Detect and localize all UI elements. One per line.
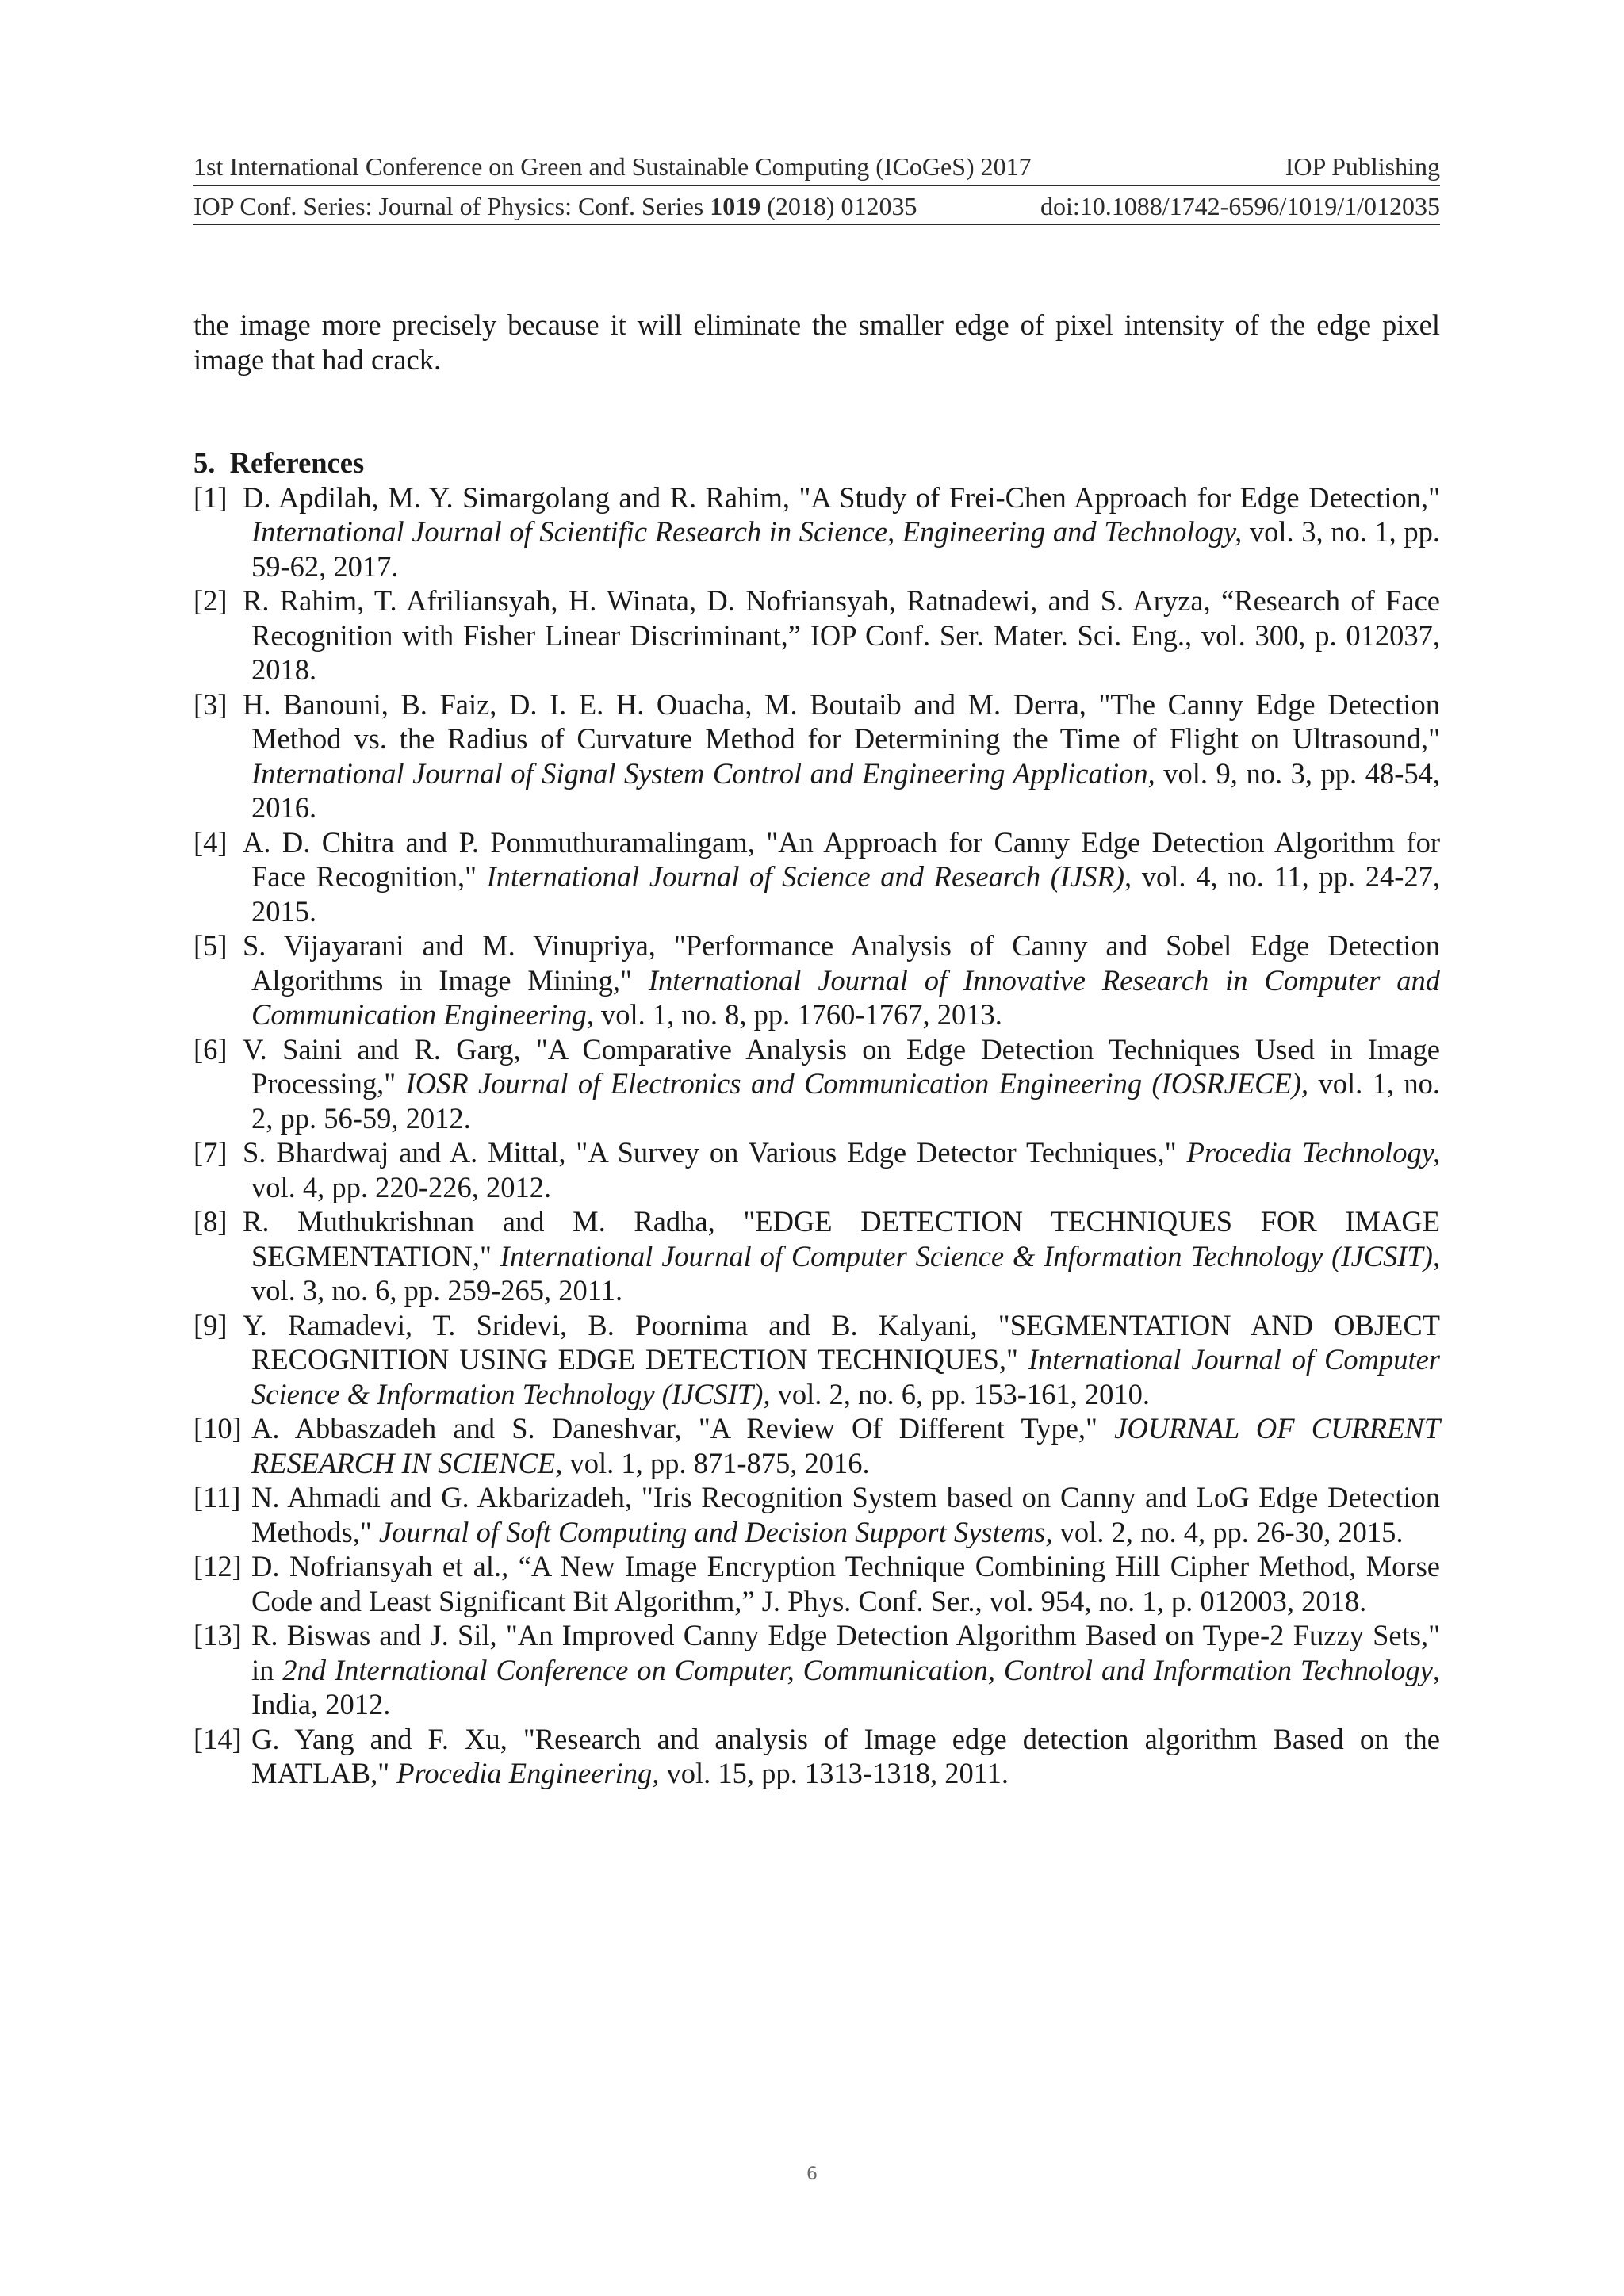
running-header [193, 151, 1440, 182]
reference-details: vol. 1, no. 2, pp. 56-59, 2012. [251, 1067, 1440, 1135]
reference-item [193, 1411, 1440, 1480]
reference-number: [2] [193, 584, 228, 617]
reference-number: [11] [193, 1481, 241, 1513]
reference-text: R. Biswas and J. Sil, "An Improved Canny Edge Detection Algorithm Based on Type-2 Fuzzy Sets," in [251, 1619, 1440, 1686]
header-rule-bottom [193, 224, 1440, 225]
reference-source: International Journal of Innovative Research in Computer and Communication Engineering, [251, 963, 1440, 1031]
header-rule-top [193, 185, 1440, 186]
reference-number: [12] [193, 1550, 242, 1582]
reference-number: [6] [193, 1032, 228, 1066]
reference-details: vol. 3, no. 1, pp. 59-62, 2017. [251, 515, 1440, 583]
intro-text: the image more precisely because it will eliminate the smaller edge of pixel intensity of the edge pixel image that had crack. [193, 308, 1440, 376]
reference-item [193, 480, 1440, 584]
series-citation [193, 190, 917, 222]
reference-text: A. D. Chitra and P. Ponmuthuramalingam, "An Approach for Canny Edge Detection Algorithm for Face Recognition," [243, 825, 1440, 893]
series-prefix: IOP Conf. Series: Journal of Physics: Conf. Series [193, 192, 710, 220]
reference-text: H. Banouni, B. Faiz, D. I. E. H. Ouacha, M. Boutaib and M. Derra, "The Canny Edge Detection Method vs. the Radius of Curvature Method for Determining the Time of Flight on Ultrasound," [243, 687, 1440, 755]
reference-text: N. Ahmadi and G. Akbarizadeh, "Iris Recognition System based on Canny and LoG Edge Detection Methods," [251, 1481, 1440, 1548]
reference-number: [8] [193, 1205, 228, 1238]
reference-item [193, 1135, 1440, 1204]
section-title: References [229, 446, 365, 479]
intro-paragraph [193, 308, 1440, 377]
reference-text: D. Apdilah, M. Y. Simargolang and R. Rahim, "A Study of Frei-Chen Approach for Edge Detection," [243, 480, 1440, 514]
reference-number: [10] [193, 1412, 242, 1445]
reference-text: R. Muthukrishnan and M. Radha, "EDGE DETECTION TECHNIQUES FOR IMAGE SEGMENTATION," [243, 1205, 1440, 1272]
reference-source: JOURNAL OF CURRENT RESEARCH IN SCIENCE, [251, 1412, 1441, 1479]
reference-source: International Journal of Signal System Control and Engineering Application, [251, 756, 1155, 790]
reference-number: [9] [193, 1308, 228, 1341]
reference-item [193, 825, 1440, 929]
page-body [193, 308, 1440, 1791]
reference-source: International Journal of Computer Science & Information Technology (IJCSIT), [500, 1239, 1440, 1272]
reference-details: vol. 3, no. 6, pp. 259-265, 2011. [251, 1274, 623, 1307]
reference-number: [13] [193, 1619, 242, 1651]
reference-item [193, 1618, 1440, 1722]
series-volume: 1019 [710, 192, 761, 220]
reference-item [193, 687, 1440, 825]
reference-source: International Journal of Science and Research (IJSR), [486, 860, 1132, 893]
reference-list [193, 480, 1440, 1791]
reference-text: G. Yang and F. Xu, "Research and analysis of Image edge detection algorithm Based on the MATLAB," [251, 1722, 1440, 1789]
reference-source: International Journal of Computer Science & Information Technology (IJCSIT), [251, 1343, 1440, 1410]
reference-text: A. Abbaszadeh and S. Daneshvar, "A Review Of Different Type," [251, 1412, 1115, 1445]
reference-text: Y. Ramadevi, T. Sridevi, B. Poornima and B. Kalyani, "SEGMENTATION AND OBJECT RECOGNITION USING EDGE DETECTION TECHNIQUES," [243, 1308, 1440, 1376]
reference-details: vol. 15, pp. 1313-1318, 2011. [659, 1757, 1009, 1789]
reference-details: vol. 4, no. 11, pp. 24-27, 2015. [251, 860, 1440, 928]
reference-item [193, 1204, 1440, 1308]
section-number: 5. [193, 446, 216, 479]
reference-number: [1] [193, 480, 228, 514]
reference-item [193, 1480, 1440, 1549]
reference-source: IOSR Journal of Electronics and Communication Engineering (IOSRJECE), [405, 1067, 1309, 1100]
reference-item [193, 584, 1440, 687]
reference-text: S. Bhardwaj and A. Mittal, "A Survey on Various Edge Detector Techniques," [243, 1136, 1187, 1169]
reference-item [193, 1549, 1440, 1618]
reference-number: [3] [193, 687, 228, 721]
reference-number: [4] [193, 825, 228, 859]
reference-item [193, 1032, 1440, 1136]
reference-details: vol. 4, pp. 220-226, 2012. [251, 1170, 552, 1203]
reference-details: vol. 9, no. 3, pp. 48-54, 2016. [251, 756, 1440, 824]
reference-number: [14] [193, 1722, 242, 1755]
series-header [193, 190, 1440, 222]
reference-text: D. Nofriansyah et al., “A New Image Encryption Technique Combining Hill Cipher Method, Morse Code and Least Significant Bit Algorithm,” J. Phys. Conf. Ser., vol. 954, no. 1, p. 012003, 2018. [251, 1550, 1440, 1617]
reference-details: vol. 1, pp. 871-875, 2016. [562, 1446, 870, 1479]
reference-item [193, 928, 1440, 1032]
reference-number: [5] [193, 929, 228, 962]
reference-text: S. Vijayarani and M. Vinupriya, "Performance Analysis of Canny and Sobel Edge Detection Algorithms in Image Mining," [243, 929, 1440, 997]
reference-source: Journal of Soft Computing and Decision Support Systems, [378, 1515, 1053, 1548]
reference-text: R. Rahim, T. Afriliansyah, H. Winata, D. Nofriansyah, Ratnadewi, and S. Aryza, “Research of Face Recognition with Fisher Linear Discriminant,” IOP Conf. Ser. Mater. Sci. Eng., vol. 300, p. 012037, 2018. [243, 584, 1440, 686]
publisher-name: IOP Publishing [1285, 152, 1440, 181]
reference-source: International Journal of Scientific Research in Science, Engineering and Technology, [251, 515, 1243, 548]
reference-details: vol. 1, no. 8, pp. 1760-1767, 2013. [593, 998, 1002, 1031]
reference-text: V. Saini and R. Garg, "A Comparative Analysis on Edge Detection Techniques Used in Image Processing," [243, 1032, 1440, 1100]
section-heading [193, 446, 1440, 480]
reference-item [193, 1722, 1440, 1791]
reference-source: Procedia Engineering, [396, 1757, 660, 1789]
series-suffix: (2018) 012035 [760, 192, 917, 220]
reference-details: vol. 2, no. 6, pp. 153-161, 2010. [770, 1377, 1151, 1410]
reference-item [193, 1308, 1440, 1412]
reference-details: , India, 2012. [251, 1653, 1440, 1720]
reference-source: 2nd International Conference on Computer, Communication, Control and Information Technology [282, 1653, 1433, 1686]
reference-source: Procedia Technology, [1186, 1136, 1441, 1169]
reference-details: vol. 2, no. 4, pp. 26-30, 2015. [1052, 1515, 1404, 1548]
page-number: 6 [806, 2164, 818, 2184]
reference-number: [7] [193, 1136, 228, 1169]
conference-name: 1st International Conference on Green and Sustainable Computing (ICoGeS) 2017 [193, 152, 1032, 181]
doi-text: doi:10.1088/1742-6596/1019/1/012035 [1040, 192, 1440, 220]
